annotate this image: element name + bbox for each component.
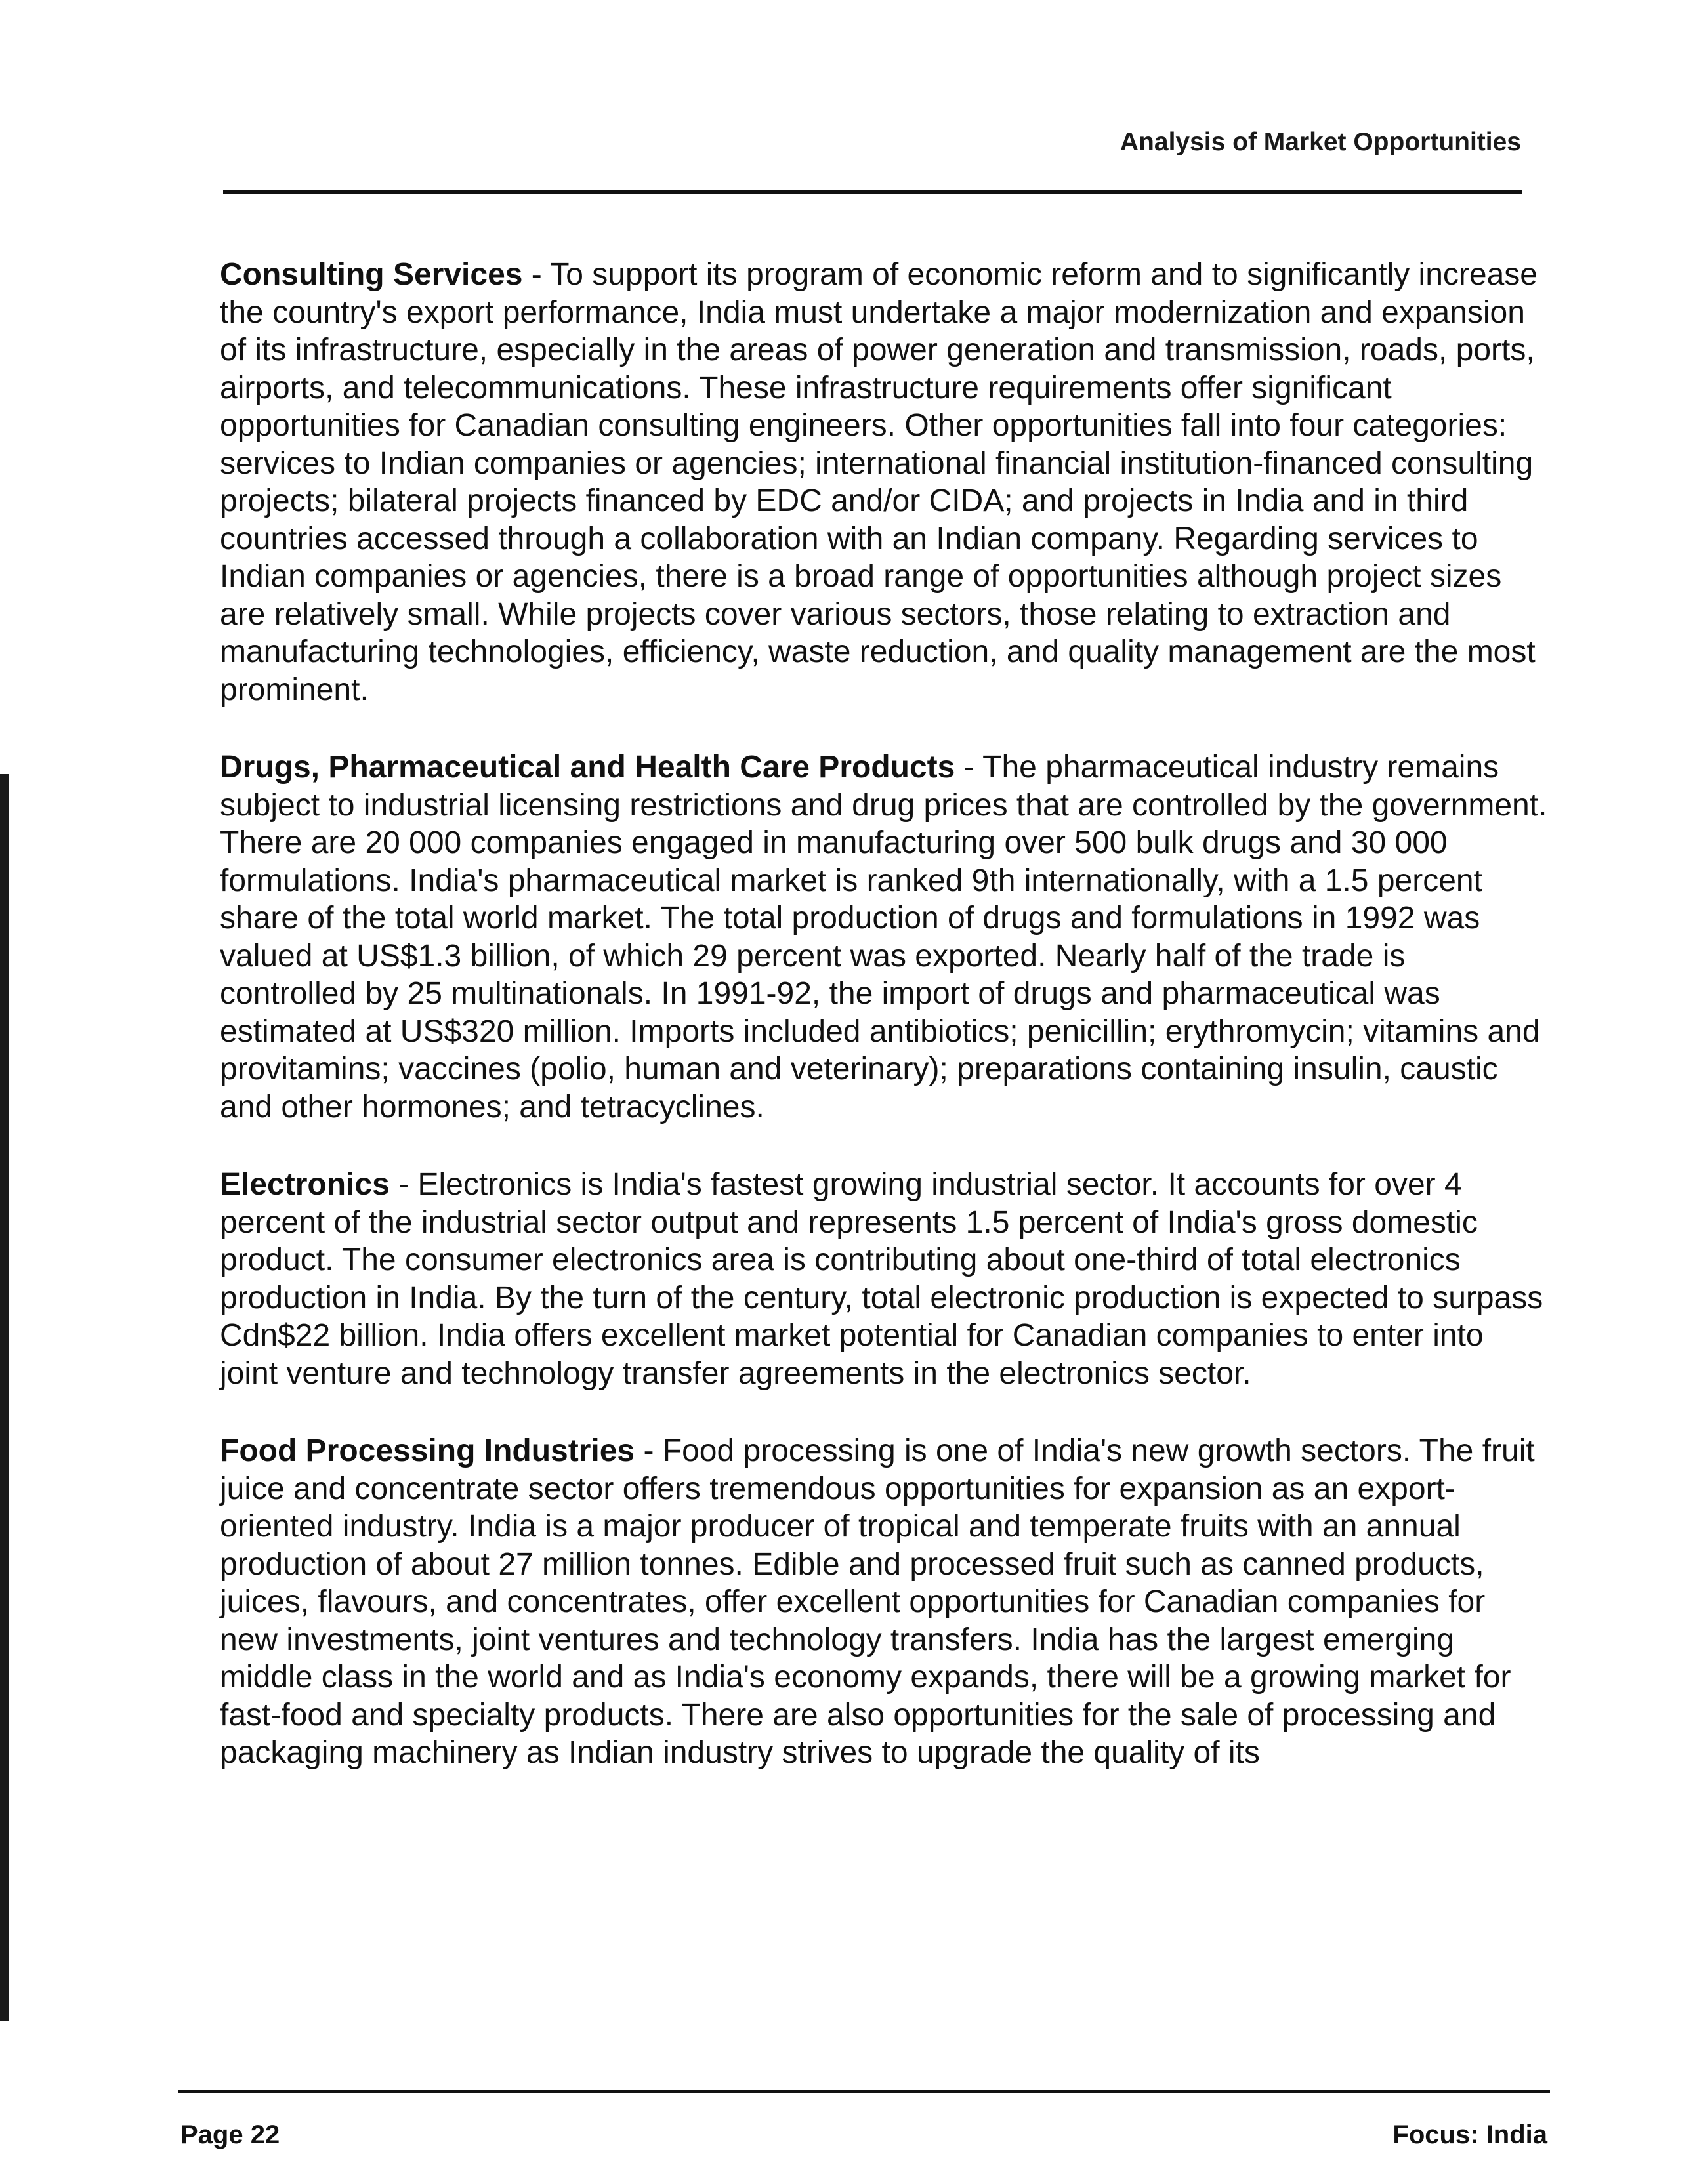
section-text: Electronics is India's fastest growing industrial sector. It accounts for over 4 percent of the industrial sector output and represents 1.5 percent of India's gross domestic product. The consumer electronics area is contributing about one-third of total electronics production in India. By the turn of the century, total electronic production is expected to surpass Cdn$22 billion. India offers excellent market potential for Canadian companies to enter into joint venture and technology transfer agreements in the electronics sector. <box>220 1167 1543 1391</box>
section-heading: Consulting Services <box>220 257 523 292</box>
section-food-processing <box>220 1432 1549 1772</box>
scan-edge-shadow <box>0 774 9 2021</box>
document-body <box>220 256 1549 1772</box>
section-separator: - <box>522 257 551 292</box>
section-text: The pharmaceutical industry remains subject to industrial licensing restrictions and drug prices that are controlled by the government. There are 20 000 companies engaged in manufacturing over 500 bulk drugs and 30 000 formulations. India's pharmaceutical market is ranked 9th internationally, with a 1.5 percent share of the total world market. The total production of drugs and formulations in 1992 was valued at US$1.3 billion, of which 29 percent was exported. Nearly half of the trade is controlled by 25 multinationals. In 1991-92, the import of drugs and pharmaceutical was estimated at US$320 million. Imports included antibiotics; penicillin; erythromycin; vitamins and provitamins; vaccines (polio, human and veterinary); preparations containing insulin, caustic and other hormones; and tetracyclines. <box>220 750 1547 1124</box>
section-text: To support its program of economic reform and to significantly increase the country's export performance, India must undertake a major modernization and expansion of its infrastructure, especially in the areas of power generation and transmission, roads, ports, airports, and telecommunications. These infrastructure requirements offer significant opportunities for Canadian consulting engineers. Other opportunities fall into four categories: services to Indian companies or agencies; international financial institution-financed consulting projects; bilateral projects financed by EDC and/or CIDA; and projects in India and in third countries accessed through a collaboration with an Indian company. Regarding services to Indian companies or agencies, there is a broad range of opportunities although project sizes are relatively small. While projects cover various sectors, those relating to extraction and manufacturing technologies, efficiency, waste reduction, and quality management are the most prominent. <box>220 257 1538 707</box>
section-heading: Food Processing Industries <box>220 1433 635 1468</box>
section-separator: - <box>955 750 983 785</box>
section-separator: - <box>635 1433 663 1468</box>
header-rule <box>223 190 1522 194</box>
section-heading: Electronics <box>220 1167 390 1202</box>
footer-rule <box>178 2090 1550 2093</box>
page-number: Page 22 <box>180 2120 280 2149</box>
section-drugs-pharmaceutical <box>220 749 1549 1126</box>
section-consulting-services <box>220 256 1549 709</box>
section-electronics <box>220 1166 1549 1392</box>
section-heading: Drugs, Pharmaceutical and Health Care Products <box>220 750 955 785</box>
section-text: Food processing is one of India's new growth sectors. The fruit juice and concentrate sector offers tremendous opportunities for expansion as an export-oriented industry. India is a major producer of tropical and temperate fruits with an annual production of about 27 million tonnes. Edible and processed fruit such as canned products, juices, flavours, and concentrates, offer excellent opportunities for Canadian companies for new investments, joint ventures and technology transfers. India has the largest emerging middle class in the world and as India's economy expands, there will be a growing market for fast-food and specialty products. There are also opportunities for the sale of processing and packaging machinery as Indian industry strives to upgrade the quality of its <box>220 1433 1535 1770</box>
running-header: Analysis of Market Opportunities <box>1120 128 1521 156</box>
section-separator: - <box>389 1167 418 1202</box>
publication-title: Focus: India <box>1392 2120 1547 2149</box>
